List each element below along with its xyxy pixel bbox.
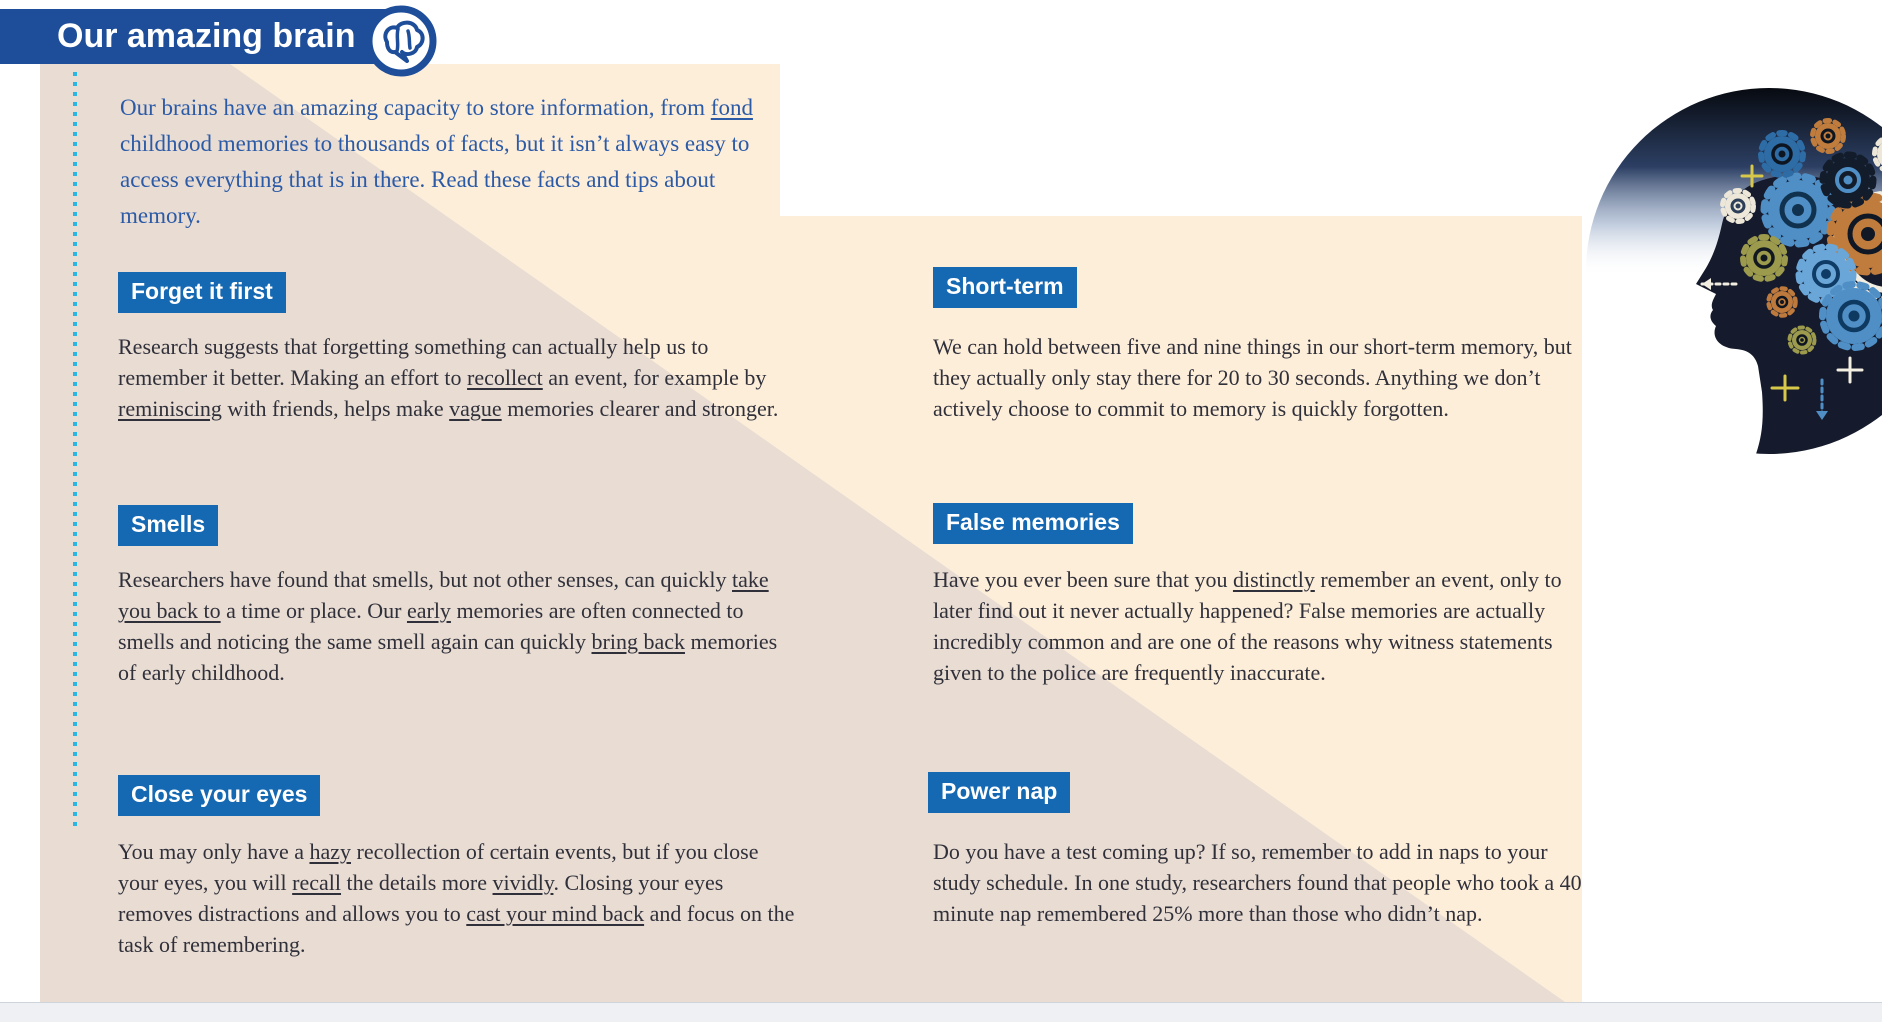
section-heading-short-term: Short-term: [933, 267, 1077, 308]
section-body-smells: Researchers have found that smells, but not other senses, can quickly take you back to a time or place. Our early memories are often connected to smells and noticing the same smell again can quickly bring back memories of early childhood.: [118, 567, 778, 685]
section-body-close-your-eyes: You may only have a hazy recollection of certain events, but if you close your eyes, you will recall the details more vividly. Closing your eyes removes distractions and allows you to cast your mind back and focus on the task of remembering.: [118, 839, 795, 957]
section-body-power-nap: Do you have a test coming up? If so, remember to add in naps to your study schedule. In one study, researchers found that people who took a 40 minute nap remembered 25% more than those who didn’t nap.: [933, 839, 1582, 926]
section-heading-forget-it-first: Forget it first: [118, 272, 286, 313]
section-body-forget-it-first: Research suggests that forgetting something can actually help us to remember it better. Making an effort to recollect an event, for example by reminiscing with friends, helps make vague memories clearer and stronger.: [118, 334, 779, 421]
section-heading-smells: Smells: [118, 505, 218, 546]
brain-icon: [362, 2, 440, 80]
section-body-short-term: We can hold between five and nine things in our short-term memory, but they actually only stay there for 20 to 30 seconds. Anything we don’t actively choose to commit to memory is quickly forgotten.: [933, 334, 1572, 421]
section-body-false-memories: Have you ever been sure that you distinctly remember an event, only to later find out it never actually happened? False memories are actually incredibly common and are one of the reasons why witness statements given to the police are frequently inaccurate.: [933, 567, 1562, 685]
head-gears-photo: [1586, 88, 1882, 454]
title-banner: [0, 9, 394, 64]
section-heading-power-nap: Power nap: [928, 772, 1070, 813]
intro-paragraph: Our brains have an amazing capacity to store information, from fond childhood memories to thousands of facts, but it isn’t always easy to access everything that is in there. Read these facts and tips about memory.: [120, 95, 753, 228]
dotted-divider: [73, 72, 77, 830]
page-title: Our amazing brain: [57, 17, 356, 55]
section-heading-close-your-eyes: Close your eyes: [118, 775, 320, 816]
page-bottom-edge: [0, 1002, 1882, 1022]
section-heading-false-memories: False memories: [933, 503, 1133, 544]
